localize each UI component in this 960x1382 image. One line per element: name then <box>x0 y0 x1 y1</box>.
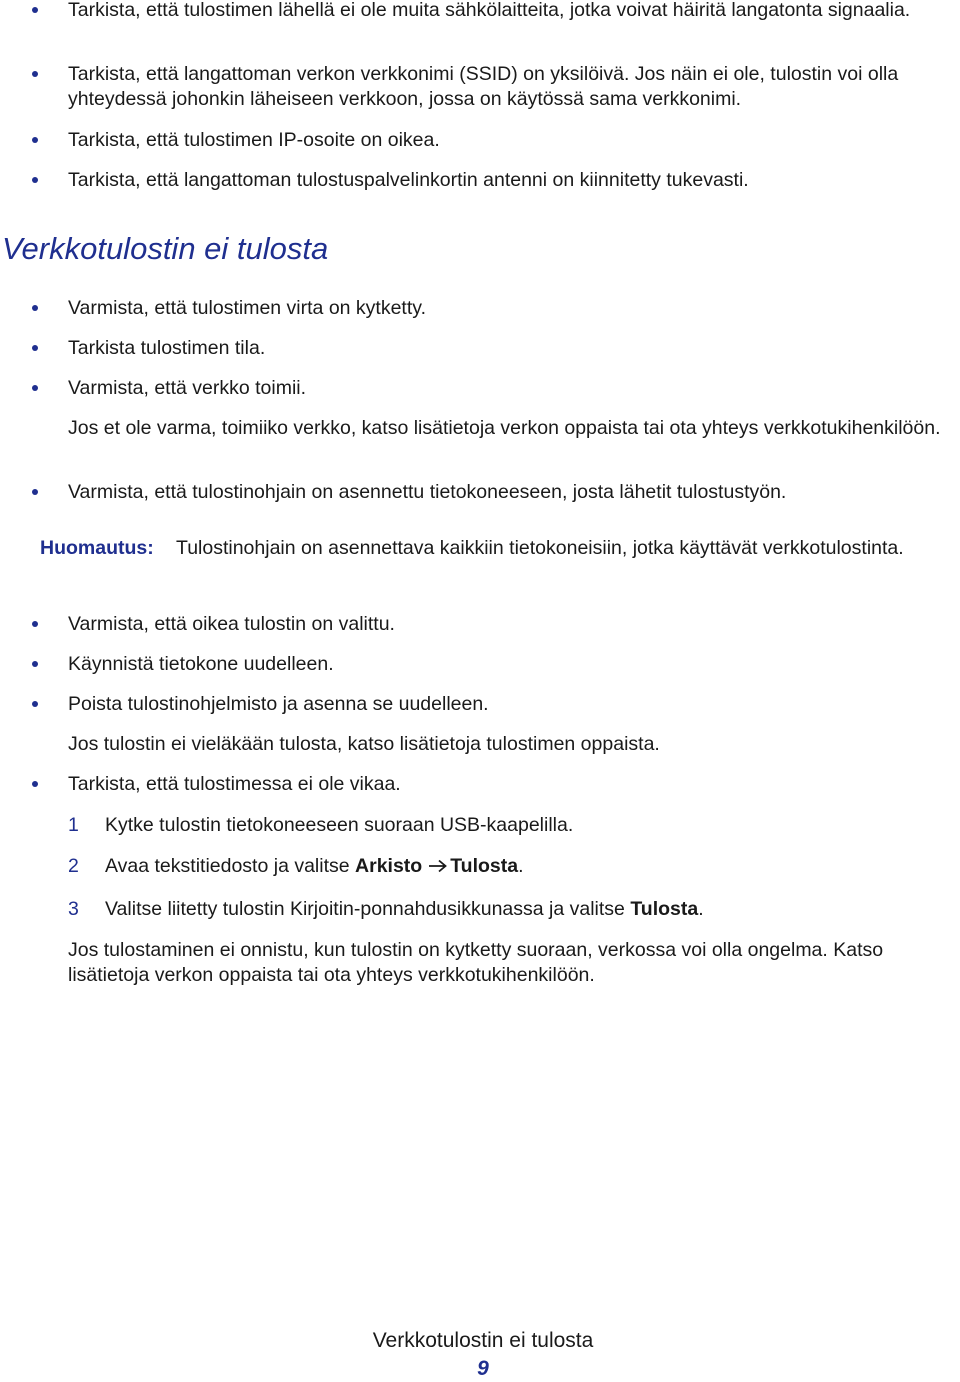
bullet-item <box>68 336 956 361</box>
bullet-text: Tarkista, että langattoman verkon verkkonimi (SSID) on yksilöivä. Jos näin ei ole, tulostin voi olla yhteydessä johonkin läheiseen verkkoon, jossa on käytössä sama verkkonimi. <box>68 63 899 110</box>
menu-arkisto: Arkisto <box>355 855 423 877</box>
note-text: Tulostinohjain on asennettava kaikkiin tietokoneisiin, jotka käyttävät verkkotulostinta. <box>176 537 904 559</box>
step-text <box>105 897 945 922</box>
bullet-item <box>68 652 956 677</box>
step-text-part: . <box>518 855 524 877</box>
bullet-text: Varmista, että oikea tulostin on valittu. <box>68 613 395 635</box>
step-number: 1 <box>68 814 79 836</box>
bullet-text: Käynnistä tietokone uudelleen. <box>68 653 334 675</box>
bullet-text: Varmista, että tulostimen virta on kytketty. <box>68 297 426 319</box>
bullet-text: Tarkista tulostimen tila. <box>68 337 266 359</box>
step-text: Kytke tulostin tietokoneeseen suoraan USB-kaapelilla. <box>105 814 574 836</box>
bullet-text: Varmista, että verkko toimii. <box>68 377 307 399</box>
bullet-text: Tarkista, että langattoman tulostuspalvelinkortin antenni on kiinnitetty tukevasti. <box>68 169 749 191</box>
note-label: Huomautus: <box>40 537 154 559</box>
bullet-text: Tarkista, että tulostimen lähellä ei ole muita sähkölaitteita, jotka voivat häiritä langatonta signaalia. <box>68 0 911 21</box>
network-note: Jos et ole varma, toimiiko verkko, katso lisätietoja verkon oppaista tai ota yhteys verkkotukihenkilöön. <box>68 417 941 439</box>
footer-title: Verkkotulostin ei tulosta <box>372 1329 594 1352</box>
reinstall-note: Jos tulostin ei vieläkään tulosta, katso lisätietoja tulostimen oppaista. <box>68 733 660 755</box>
step-number: 3 <box>68 898 79 920</box>
button-tulosta: Tulosta <box>630 898 699 920</box>
step-text-part: Valitse liitetty tulostin Kirjoitin-ponnahdusikkunassa ja valitse <box>105 898 631 920</box>
menu-tulosta: Tulosta <box>450 855 519 877</box>
bullet-item <box>68 296 956 321</box>
step-text-part: Avaa tekstitiedosto ja valitse <box>105 855 356 877</box>
closing-paragraph: Jos tulostaminen ei onnistu, kun tulostin on kytketty suoraan, verkossa voi olla ongelma. Katso lisätietoja verkon oppaista tai ota yhteys verkkotukihenkilöön. <box>68 939 884 986</box>
bullet-item <box>68 772 956 797</box>
arrow-right-icon <box>428 859 448 873</box>
bullet-item <box>68 376 956 401</box>
step-text-part: . <box>698 898 704 920</box>
bullet-text: Tarkista, että tulostimessa ei ole vikaa. <box>68 773 401 795</box>
bullet-text: Varmista, että tulostinohjain on asennettu tietokoneeseen, josta lähetit tulostustyön. <box>68 481 787 503</box>
step-number: 2 <box>68 855 79 877</box>
bullet-text: Poista tulostinohjelmisto ja asenna se uudelleen. <box>68 693 489 715</box>
bullet-item <box>68 62 956 112</box>
section-heading: Verkkotulostin ei tulosta <box>2 231 329 266</box>
bullet-item <box>68 168 956 193</box>
bullet-item <box>68 480 956 505</box>
bullet-item <box>68 612 956 637</box>
bullet-text: Tarkista, että tulostimen IP-osoite on oikea. <box>68 129 440 151</box>
step-text <box>105 854 945 879</box>
bullet-item <box>68 128 956 153</box>
bullet-item <box>68 0 956 23</box>
page-number: 9 <box>477 1357 489 1380</box>
bullet-item <box>68 692 956 717</box>
